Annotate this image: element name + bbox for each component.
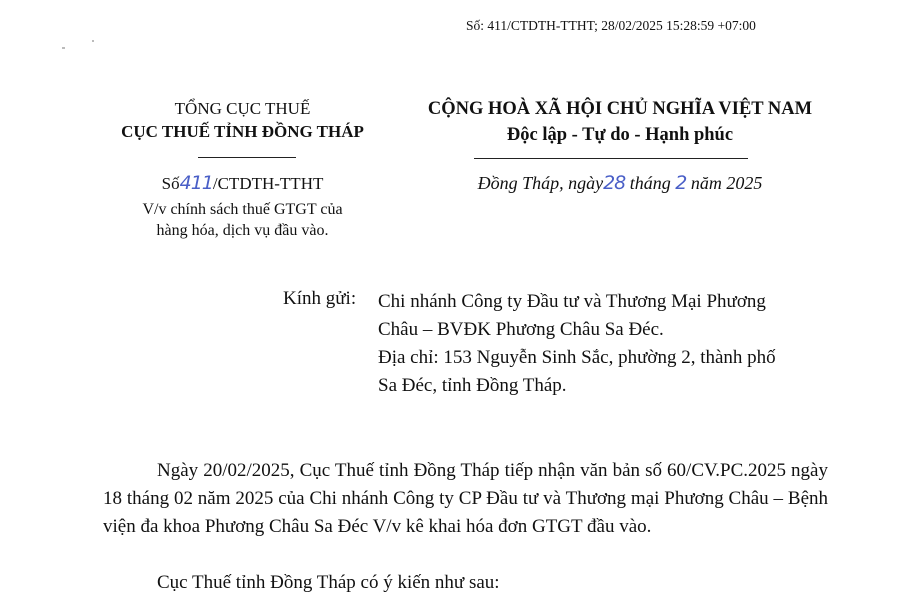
recipient-block [378, 288, 858, 400]
paragraph-line: khai hóa đơn GTGT đầu vào. [428, 516, 652, 537]
recipient-line: Châu – BVĐK Phương Châu Sa Đéc. [378, 319, 664, 340]
subject-line: hàng hóa, dịch vụ đầu vào. [156, 222, 329, 239]
document-number [95, 172, 390, 194]
scan-speck [92, 40, 94, 42]
motto-underline [474, 158, 748, 159]
paragraph-line: Ngày 20/02/2025, Cục Thuế tỉnh Đồng Tháp tiếp nhận văn bản số [157, 460, 662, 481]
nation-title: CỘNG HOÀ XÃ HỘI CHỦ NGHĨA VIỆT NAM [427, 99, 813, 119]
agency-underline [198, 157, 296, 158]
date-day-handwritten: 28 [603, 172, 626, 194]
document-subject [95, 199, 390, 241]
date-month-handwritten: 2 [675, 172, 687, 194]
subject-line: V/v chính sách thuế GTGT của [142, 201, 343, 218]
parent-agency: TỔNG CỤC THUẾ [174, 99, 311, 118]
recipient-address: Địa chỉ: 153 Nguyễn Sinh Sắc, phường 2, thành phố [378, 347, 776, 368]
body-paragraph-2: Cục Thuế tỉnh Đồng Tháp có ý kiến như sau: [157, 572, 500, 593]
body-paragraph-1 [103, 457, 828, 541]
recipient-label: Kính gửi: [283, 288, 357, 309]
doc-no-suffix: /CTDTH-TTHT [212, 174, 324, 193]
doc-no-prefix: Số [161, 174, 180, 193]
place-and-date [405, 172, 835, 194]
scan-speck [62, 47, 65, 49]
nation-motto: Độc lập - Tự do - Hạnh phúc [506, 125, 734, 145]
doc-no-handwritten: 411 [179, 172, 213, 194]
date-prefix: Đồng Tháp, ngày [477, 173, 604, 193]
digital-signature-stamp: Số: 411/CTDTH-TTHT; 28/02/2025 15:28:59 +07:00 [466, 18, 756, 33]
recipient-address: Sa Đéc, tỉnh Đồng Tháp. [378, 375, 567, 396]
recipient-line: Chi nhánh Công ty Đầu tư và Thương Mại Phương [378, 291, 766, 312]
issuing-agency: CỤC THUẾ TỈNH ĐỒNG THÁP [121, 122, 364, 141]
paragraph-line: và Thương mại Phương Châu – Bệnh viện đa khoa Phương Châu Sa Đéc V/v kê [103, 488, 829, 537]
paragraph-line: 60/CV.PC.2025 ngày 18 tháng 02 năm 2025 của Chi nhánh Công ty CP Đầu tư [103, 460, 828, 509]
date-year: năm 2025 [686, 173, 763, 193]
date-month-label: tháng [625, 173, 676, 193]
